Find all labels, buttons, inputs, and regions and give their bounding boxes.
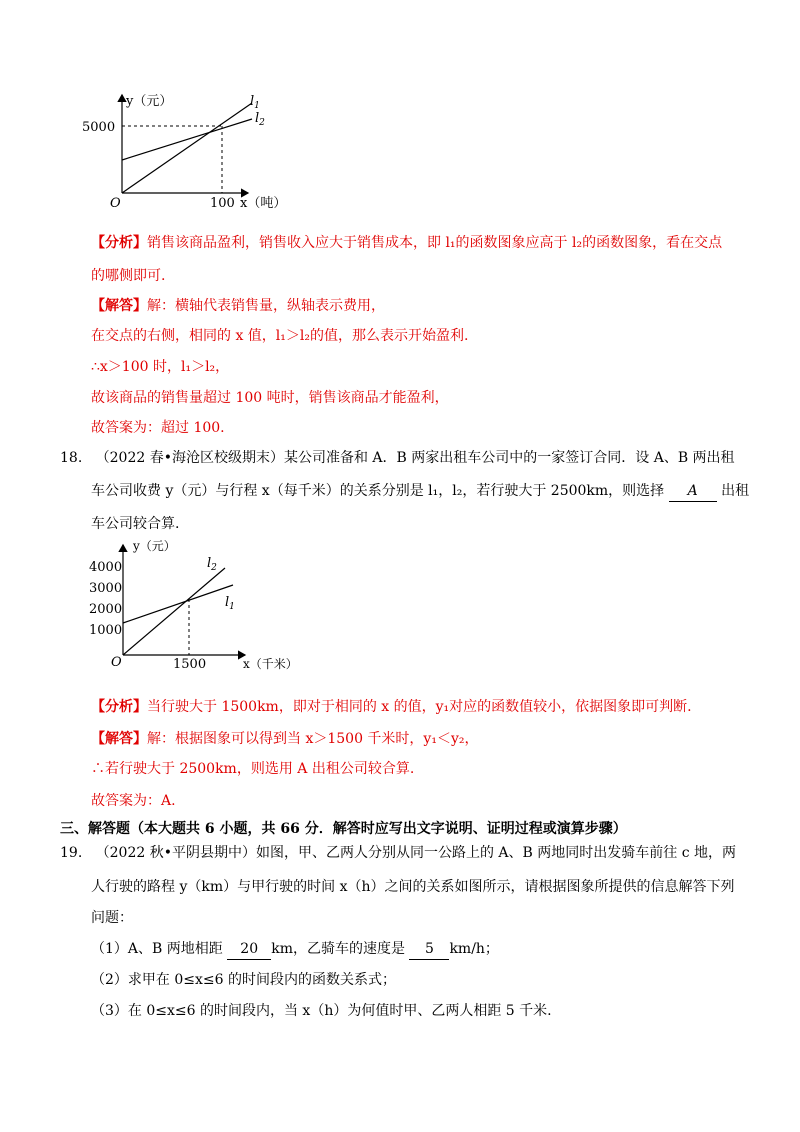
q19-blank-speed: 5 [409,939,449,960]
q18-analysis [91,697,692,717]
graph-2-y-tick-3000: 3000 [89,581,123,596]
graph-2-y-tick-1000: 1000 [89,623,123,638]
q17-solution-text: 解：横轴代表销售量，纵轴表示费用， [147,298,385,314]
graph-1-x-label: x（吨） [240,196,287,211]
graph-1-origin: O [110,196,121,211]
q18-line2-post: 出租 [721,483,750,499]
q19-line1 [60,843,736,863]
q18-analysis-tag: 【分析】 [91,699,147,715]
q19-line1-text: （2022 秋•平阴县期中）如图，甲、乙两人分别从同一公路上的 A、B 两地同时出发骑车前往 c 地，两 [95,845,736,861]
q18-line2 [91,481,749,502]
q18-line1-text: （2022 春•海沧区校级期末）某公司准备和 A．B 两家出租车公司中的一家签订合同．设 A、B 两出租 [95,450,735,466]
graph-1 [80,85,310,215]
q17-analysis-text: 销售该商品盈利，销售收入应大于销售成本，即 l₁的函数图象应高于 l₂的函数图象，看在交点 [147,235,723,251]
q18-line1 [60,448,735,468]
q18-answer: 故答案为：A. [91,793,176,809]
graph-1-line-l2 [122,119,252,160]
q19-line2: 人行驶的路程 y（km）与甲行驶的时间 x（h）之间的关系如图所示，请根据图象所提供的信息解答下列 [91,879,735,895]
graph-1-line-l1 [122,103,252,193]
section-3-heading: 三、解答题（本大题共 6 小题，共 66 分．解答时应写出文字说明、证明过程或演算步骤） [60,821,627,837]
graph-2-l1-label: $l_1$ [225,595,235,612]
graph-2-origin: O [111,655,122,670]
q17-analysis-line1 [91,233,722,253]
graph-2-y-tick-2000: 2000 [89,602,123,617]
q18-solution1-text: 解：根据图象可以得到当 x＞1500 千米时，y₁＜y₂， [147,731,479,747]
graph-1-l1-label: $l_1$ [250,94,260,111]
q17-answer: 故答案为：超过 100. [91,420,225,436]
q17-solution-tag: 【解答】 [91,298,147,314]
graph-2-y-tick-4000: 4000 [89,560,123,575]
q18-solution2: ∴若行驶大于 2500km，则选用 A 出租公司较合算. [91,761,415,777]
graph-2 [85,533,335,673]
q18-number: 18. [60,450,83,466]
q17-solution-line2: 在交点的右侧，相同的 x 值，l₁＞l₂的值，那么表示开始盈利. [91,328,469,344]
q17-solution-line3: ∴x＞100 时，l₁＞l₂， [91,359,230,375]
q18-answer-blank: A [669,481,717,502]
q17-solution-line4: 故该商品的销售量超过 100 吨时，销售该商品才能盈利， [91,390,449,406]
q17-analysis-tag: 【分析】 [91,235,147,251]
q17-analysis-line2: 的哪侧即可. [91,268,166,284]
graph-1-l2-label: $l_2$ [255,111,265,128]
graph-2-y-label: y（元） [133,539,176,553]
q19-part1-post: km/h； [449,941,499,957]
graph-2-l2-label: $l_2$ [207,556,217,573]
graph-2-line-l2 [123,568,225,655]
q19-part1 [91,939,499,960]
q18-solution1 [91,729,478,749]
q19-part3: （3）在 0≤x≤6 的时间段内，当 x（h）为何值时甲、乙两人相距 5 千米. [91,1003,552,1019]
q19-blank-distance: 20 [227,939,271,960]
q18-analysis-text: 当行驶大于 1500km，即对于相同的 x 的值，y₁对应的函数值较小，依据图象即可判断. [147,699,692,715]
graph-1-y-tick: 5000 [82,120,116,135]
q19-part1-pre: （1）A、B 两地相距 [91,941,223,957]
q18-line2-pre: 车公司收费 y（元）与行程 x（每千米）的关系分别是 l₁，l₂，若行驶大于 2500km，则选择 [91,483,665,499]
q19-part1-mid: km，乙骑车的速度是 [271,941,405,957]
q18-line3: 车公司较合算. [91,516,180,532]
graph-2-line-l1 [123,585,233,623]
q17-solution-line1 [91,296,385,316]
graph-2-x-tick: 1500 [173,657,207,672]
q19-number: 19. [60,845,83,861]
q18-solution-tag: 【解答】 [91,731,147,747]
graph-2-x-label: x（千米） [243,657,298,671]
q19-line3: 问题： [91,910,133,926]
q19-part2: （2）求甲在 0≤x≤6 的时间段内的函数关系式； [91,972,396,988]
graph-1-x-tick: 100 [210,196,235,211]
graph-1-y-label: y（元） [126,94,173,109]
